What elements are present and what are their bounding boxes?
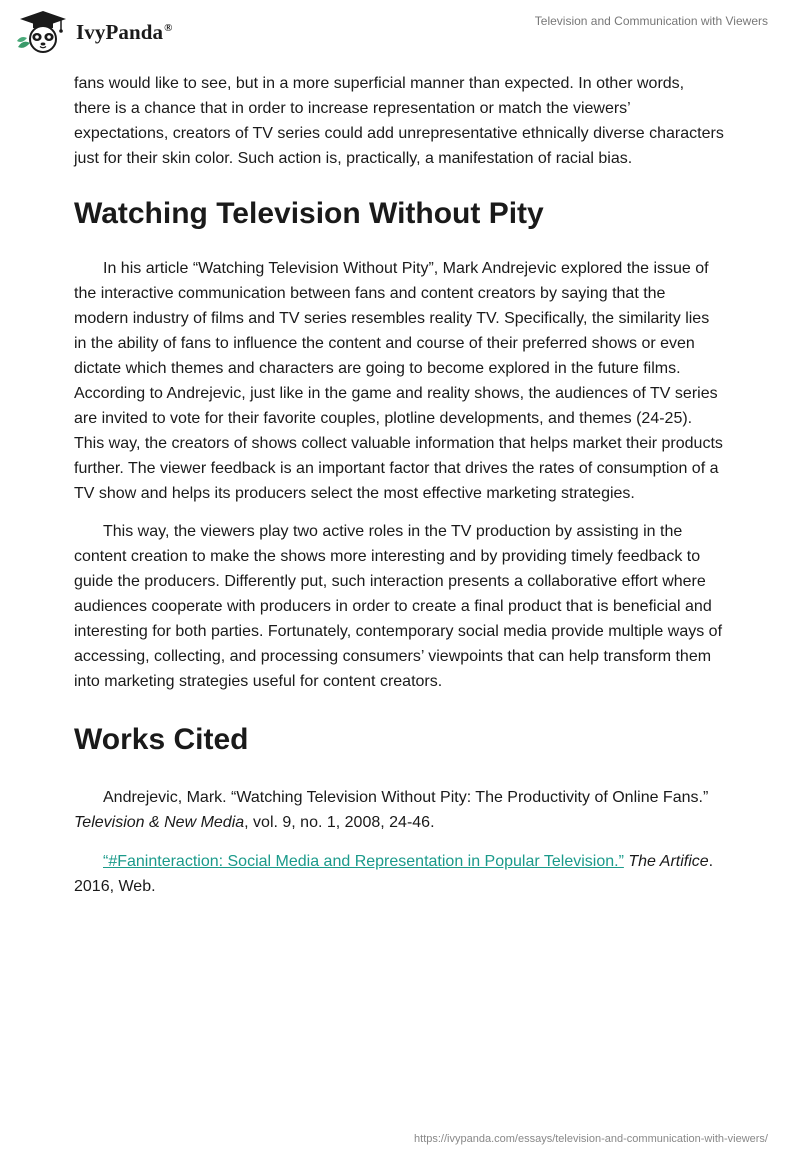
works-cited-heading: Works Cited	[74, 723, 249, 756]
citation-details: , vol. 9, no. 1, 2008, 24-46.	[244, 814, 435, 831]
body-paragraph: In his article “Watching Television Without Pity”, Mark Andrejevic explored the issue of the interactive communication between fans and content creators by saying that the modern industry of films and TV series resembles reality TV. Specifically, the similarity lies in the ability of fans to influence the content and course of their preferred shows or even dictate which themes and characters are going to become explored in the future films. According to Andrejevic, just like in the game and reality shows, the audiences of TV series are invited to vote for their favorite couples, plotline developments, and themes (24-25). This way, the creators of shows collect valuable information that helps market their products further. The viewer feedback is an important factor that drives the rates of consumption of a TV show and helps its producers select the most effective marketing strategies.	[74, 260, 723, 502]
section-heading: Watching Television Without Pity	[74, 197, 544, 230]
citation-journal: The Artifice	[628, 853, 709, 870]
page-header	[0, 0, 800, 60]
footer-url: https://ivypanda.com/essays/television-and-communication-with-viewers/	[414, 1133, 768, 1145]
document-title: Television and Communication with Viewers	[534, 14, 768, 28]
citation-details: . 2016, Web.	[74, 853, 714, 895]
citation-text: Andrejevic, Mark. “Watching Television Without Pity: The Productivity of Online Fans.”	[103, 789, 709, 806]
citation-entry	[74, 785, 724, 835]
body-paragraph: This way, the viewers play two active roles in the TV production by assisting in the content creation to make the shows more interesting and by providing timely feedback to guide the producers. Differently put, such interaction presents a collaborative effort where audiences cooperate with producers in order to create a final product that is beneficial and interesting for both parties. Fortunately, contemporary social media provide multiple ways of accessing, collecting, and processing consumers’ viewpoints that can help transform them into marketing strategies useful for content creators.	[74, 523, 723, 690]
essay-content	[74, 71, 724, 899]
citation-entry	[74, 849, 724, 899]
panda-graduate-icon	[14, 8, 72, 54]
ivypanda-logo[interactable]	[14, 8, 173, 54]
intro-paragraph: fans would like to see, but in a more superficial manner than expected. In other words, there is a chance that in order to increase representation or match the viewers’ expectations, creators of TV series could add unrepresentative ethnically diverse characters just for their skin color. Such action is, practically, a manifestation of racial bias.	[74, 75, 724, 167]
registered-mark: ®	[164, 21, 173, 34]
brand-name: IvyPanda®	[76, 19, 173, 44]
citation-journal: Television & New Media	[74, 814, 245, 831]
citation-link[interactable]: “#Faninteraction: Social Media and Representation in Popular Television.”	[103, 853, 624, 870]
